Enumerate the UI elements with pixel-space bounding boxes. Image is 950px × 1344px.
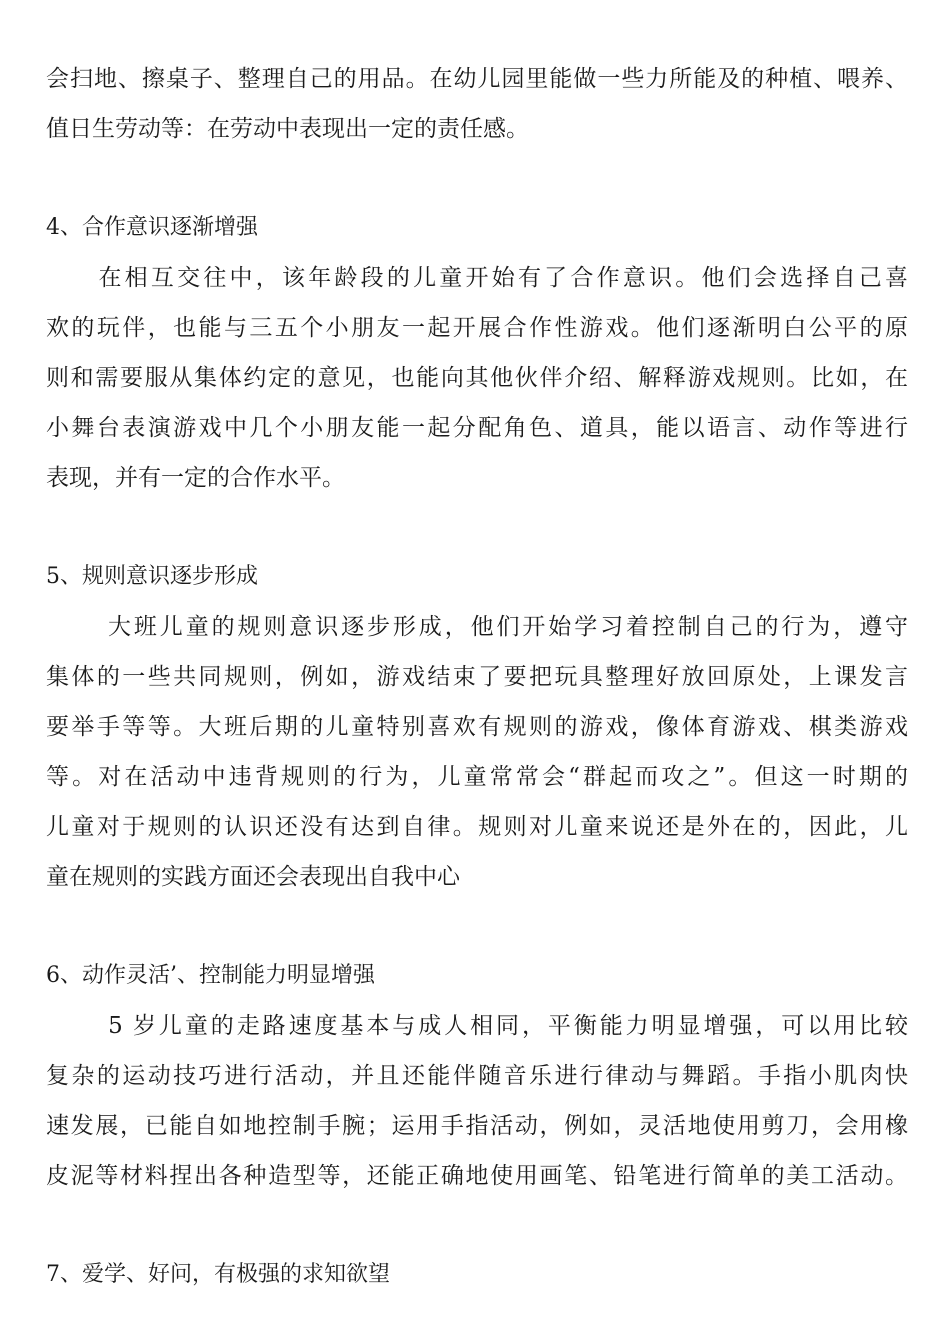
paragraph-line: 等。对在活动中违背规则的行为，儿童常常会“群起而攻之”。但这一时期的	[46, 764, 908, 790]
section-heading: 4、合作意识逐渐增强	[46, 215, 258, 240]
section-5	[46, 552, 908, 902]
paragraph-line: 5 岁儿童的走路速度基本与成人相同，平衡能力明显增强，可以用比较	[46, 1013, 908, 1039]
section-heading: 7、爱学、好问，有极强的求知欲望	[46, 1262, 390, 1287]
section-7	[46, 1250, 908, 1300]
paragraph-gap	[46, 902, 908, 951]
paragraph-gap	[46, 1201, 908, 1250]
paragraph-gap	[46, 154, 908, 203]
paragraph-line: 欢的玩伴，也能与三五个小朋友一起开展合作性游戏。他们逐渐明白公平的原	[46, 315, 908, 341]
document-page	[46, 54, 908, 1300]
paragraph-line: 小舞台表演游戏中几个小朋友能一起分配角色、道具，能以语言、动作等进行	[46, 415, 908, 441]
section-6	[46, 951, 908, 1201]
paragraph-line: 会扫地、擦桌子、整理自己的用品。在幼儿园里能做一些力所能及的种植、喂养、	[46, 66, 908, 92]
paragraph-line: 则和需要服从集体约定的意见，也能向其他伙伴介绍、解释游戏规则。比如，在	[46, 365, 908, 391]
paragraph-line: 值日生劳动等：在劳动中表现出一定的责任感。	[46, 116, 529, 142]
paragraph-line: 皮泥等材料捏出各种造型等，还能正确地使用画笔、铅笔进行简单的美工活动。	[46, 1163, 908, 1189]
paragraph-line: 要举手等等。大班后期的儿童特别喜欢有规则的游戏，像体育游戏、棋类游戏	[46, 714, 908, 740]
paragraph-line: 在相互交往中，该年龄段的儿童开始有了合作意识。他们会选择自己喜	[46, 265, 908, 291]
section-4	[46, 203, 908, 503]
paragraph-line: 集体的一些共同规则，例如，游戏结束了要把玩具整理好放回原处，上课发言	[46, 664, 908, 690]
paragraph-line: 表现，并有一定的合作水平。	[46, 465, 345, 491]
paragraph-line: 复杂的运动技巧进行活动，并且还能伴随音乐进行律动与舞蹈。手指小肌肉快	[46, 1063, 908, 1089]
paragraph-line: 速发展，已能自如地控制手腕；运用手指活动，例如，灵活地使用剪刀，会用橡	[46, 1113, 908, 1139]
intro-paragraph	[46, 54, 908, 154]
paragraph-line: 大班儿童的规则意识逐步形成，他们开始学习着控制自己的行为，遵守	[46, 614, 908, 640]
paragraph-gap	[46, 503, 908, 552]
paragraph-line: 童在规则的实践方面还会表现出自我中心	[46, 864, 460, 890]
paragraph-line: 儿童对于规则的认识还没有达到自律。规则对儿童来说还是外在的，因此，儿	[46, 814, 908, 840]
section-heading: 5、规则意识逐步形成	[46, 564, 258, 589]
section-heading: 6、动作灵活’、控制能力明显增强	[46, 963, 375, 988]
